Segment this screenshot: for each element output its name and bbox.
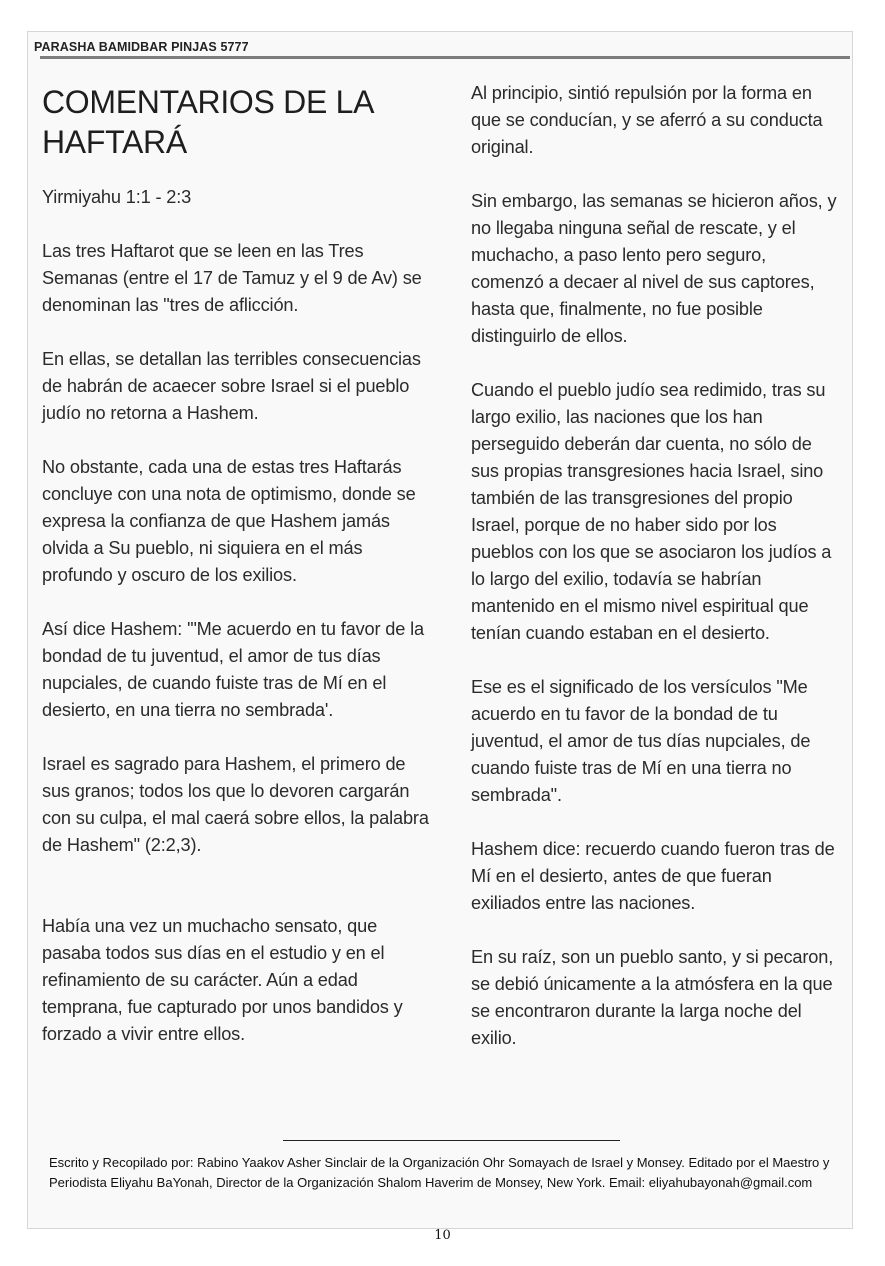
- footer-credits: Escrito y Recopilado por: Rabino Yaakov Asher Sinclair de la Organización Ohr Somayach de Israel y Monsey. Editado por el Maestro y Periodista Eliyahu BaYonah, Director de la Organización Shalom Haverim de Monsey, New York. Email: eliyahubayonah@gmail.com: [49, 1155, 830, 1190]
- header-rule: [40, 56, 850, 59]
- paragraph: En su raíz, son un pueblo santo, y si pecaron, se debió únicamente a la atmósfera en la que se encontraron durante la larga noche del exilio.: [471, 947, 834, 1048]
- scripture-reference: Yirmiyahu 1:1 - 2:3: [42, 187, 192, 207]
- paragraph: Así dice Hashem: '"Me acuerdo en tu favor de la bondad de tu juventud, el amor de tus días nupciales, de cuando fuiste tras de Mí en el desierto, en una tierra no sembrada'.: [42, 619, 424, 720]
- page-number: 10: [434, 1228, 451, 1243]
- paragraph: Ese es el significado de los versículos "Me acuerdo en tu favor de la bondad de tu juventud, el amor de tus días nupciales, de cuando fuiste tras de Mí en una tierra no sembrada".: [471, 677, 811, 805]
- paragraph: Las tres Haftarot que se leen en las Tres Semanas (entre el 17 de Tamuz y el 9 de Av) se denominan las "tres de aflicción.: [42, 241, 422, 315]
- paragraph: Al principio, sintió repulsión por la forma en que se conducían, y se aferró a su conducta original.: [471, 83, 823, 157]
- left-column: [42, 82, 432, 1075]
- paragraph: Cuando el pueblo judío sea redimido, tras su largo exilio, las naciones que los han perseguido deberán dar cuenta, no sólo de sus propias transgresiones hacia Israel, sino también de las transgresiones del propio Israel, porque de no haber sido por los pueblos con los que se asociaron los judíos a lo largo del exilio, todavía se habrían mantenido en el mismo nivel espiritual que tenían cuando estaban en el desierto.: [471, 380, 832, 643]
- paragraph: En ellas, se detallan las terribles consecuencias de habrán de acaecer sobre Israel si el pueblo judío no retorna a Hashem.: [42, 349, 421, 423]
- right-column: [471, 80, 841, 1079]
- paragraph: No obstante, cada una de estas tres Haftarás concluye con una nota de optimismo, donde se expresa la confianza de que Hashem jamás olvida a Su pueblo, ni siquiera en el más profundo y oscuro de los exilios.: [42, 457, 416, 585]
- paragraph: Hashem dice: recuerdo cuando fueron tras de Mí en el desierto, antes de que fueran exiliados entre las naciones.: [471, 839, 835, 913]
- footer-rule: [283, 1140, 620, 1141]
- paragraph: Sin embargo, las semanas se hicieron años, y no llegaba ninguna señal de rescate, y el muchacho, a paso lento pero seguro, comenzó a decaer al nivel de sus captores, hasta que, finalmente, no fue posible distinguirlo de ellos.: [471, 191, 837, 346]
- paragraph: Israel es sagrado para Hashem, el primero de sus granos; todos los que lo devoren cargarán con su culpa, el mal caerá sobre ellos, la palabra de Hashem" (2:2,3).: [42, 754, 429, 855]
- running-header: PARASHA BAMIDBAR PINJAS 5777: [34, 40, 249, 54]
- paragraph: Había una vez un muchacho sensato, que pasaba todos sus días en el estudio y en el refinamiento de su carácter. Aún a edad temprana, fue capturado por unos bandidos y forzado a vivir entre ellos.: [42, 916, 403, 1044]
- article-title: COMENTARIOS DE LA HAFTARÁ: [42, 84, 373, 160]
